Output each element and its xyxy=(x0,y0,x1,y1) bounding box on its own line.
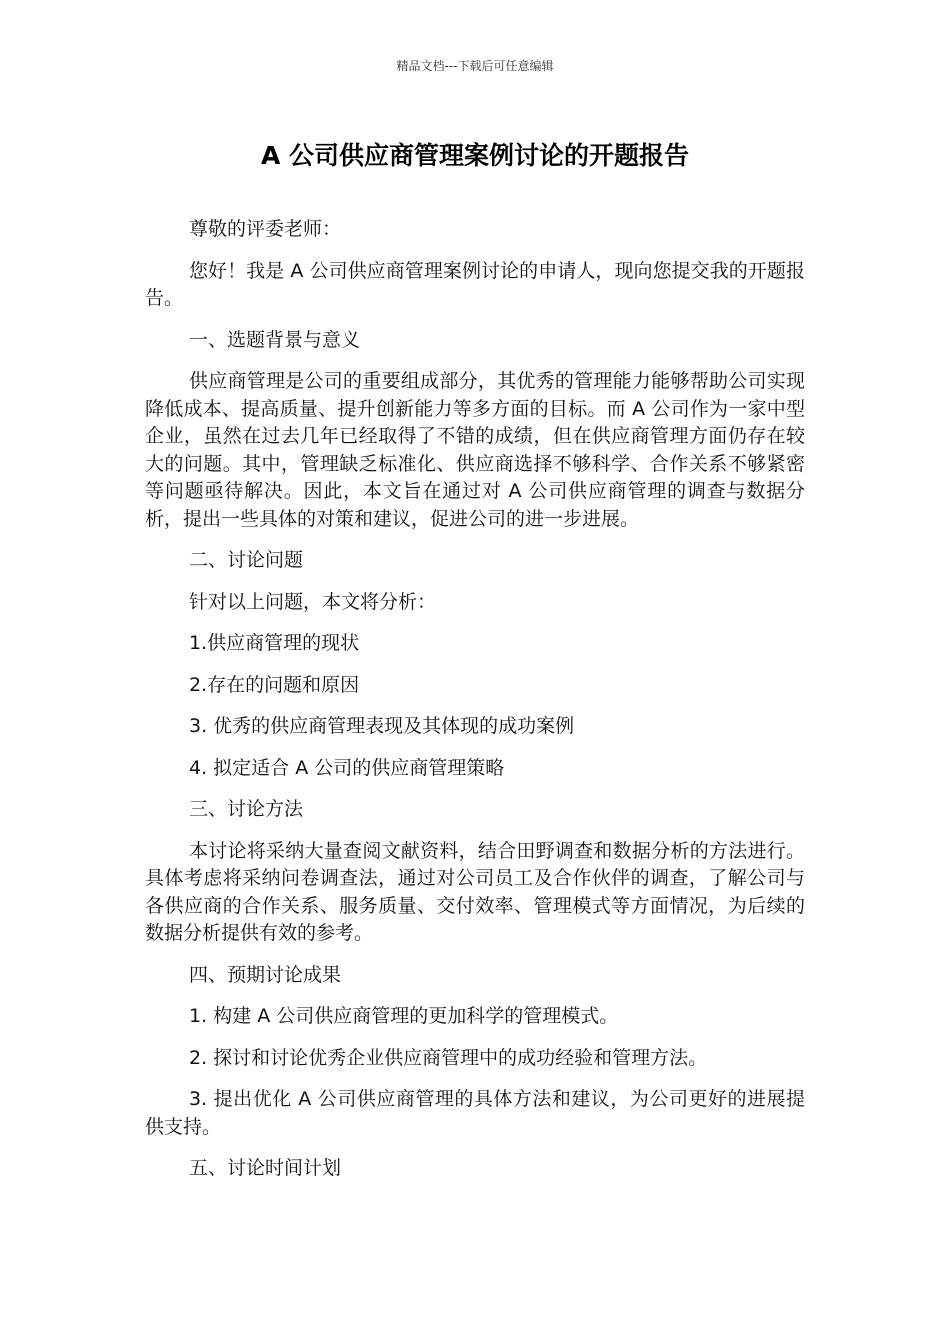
section-heading-methods: 三、讨论方法 xyxy=(189,798,304,820)
question-item-3: 3. 优秀的供应商管理表现及其体现的成功案例 xyxy=(189,715,575,737)
questions-intro: 针对以上问题，本文将分析： xyxy=(189,590,437,613)
background-paragraph: 供应商管理是公司的重要组成部分，其优秀的管理能力能够帮助公司实现降低成本、提高质量、提升创新能力等多方面的目标。而 A 公司作为一家中型企业，虽然在过去几年已经取得了不错的成绩，但在供应商管理方面仍存在较大的问题。其中，管理缺乏标准化、供应商选择不够科学、合作关系不够紧密等问题亟待解决。因此，本文旨在通过对 A 公司供应商管理的调查与数据分析，提出一些具体的对策和建议，促进公司的进一步进展。 xyxy=(145,370,805,530)
section-heading-outcomes: 四、预期讨论成果 xyxy=(189,963,342,986)
question-item-2: 2.存在的问题和原因 xyxy=(189,673,360,696)
section-heading-questions: 二、讨论问题 xyxy=(189,549,304,571)
document-title: A 公司供应商管理案例讨论的开题报告 xyxy=(260,141,690,170)
salutation: 尊敬的评委老师： xyxy=(189,218,342,240)
outcome-item-2: 2. 探讨和讨论优秀企业供应商管理中的成功经验和管理方法。 xyxy=(189,1046,708,1069)
outcome-item-3: 3. 提出优化 A 公司供应商管理的具体方法和建议，为公司更好的进展提供支持。 xyxy=(145,1088,805,1138)
section-heading-schedule: 五、讨论时间计划 xyxy=(189,1157,342,1179)
question-item-4: 4. 拟定适合 A 公司的供应商管理策略 xyxy=(189,756,505,779)
page-header: 精品文档---下载后可任意编辑 xyxy=(396,59,554,73)
section-heading-background: 一、选题背景与意义 xyxy=(189,328,361,351)
intro-paragraph: 您好！我是 A 公司供应商管理案例讨论的申请人，现向您提交我的开题报告。 xyxy=(145,259,805,309)
question-item-1: 1.供应商管理的现状 xyxy=(189,632,360,654)
outcome-item-1: 1. 构建 A 公司供应商管理的更加科学的管理模式。 xyxy=(189,1005,619,1027)
document-body xyxy=(145,216,805,1197)
methods-paragraph: 本讨论将采纳大量查阅文献资料，结合田野调查和数据分析的方法进行。具体考虑将采纳问卷调查法，通过对公司员工及合作伙伴的调查，了解公司与各供应商的合作关系、服务质量、交付效率、管理模式等方面情况，为后续的数据分析提供有效的参考。 xyxy=(145,839,805,944)
